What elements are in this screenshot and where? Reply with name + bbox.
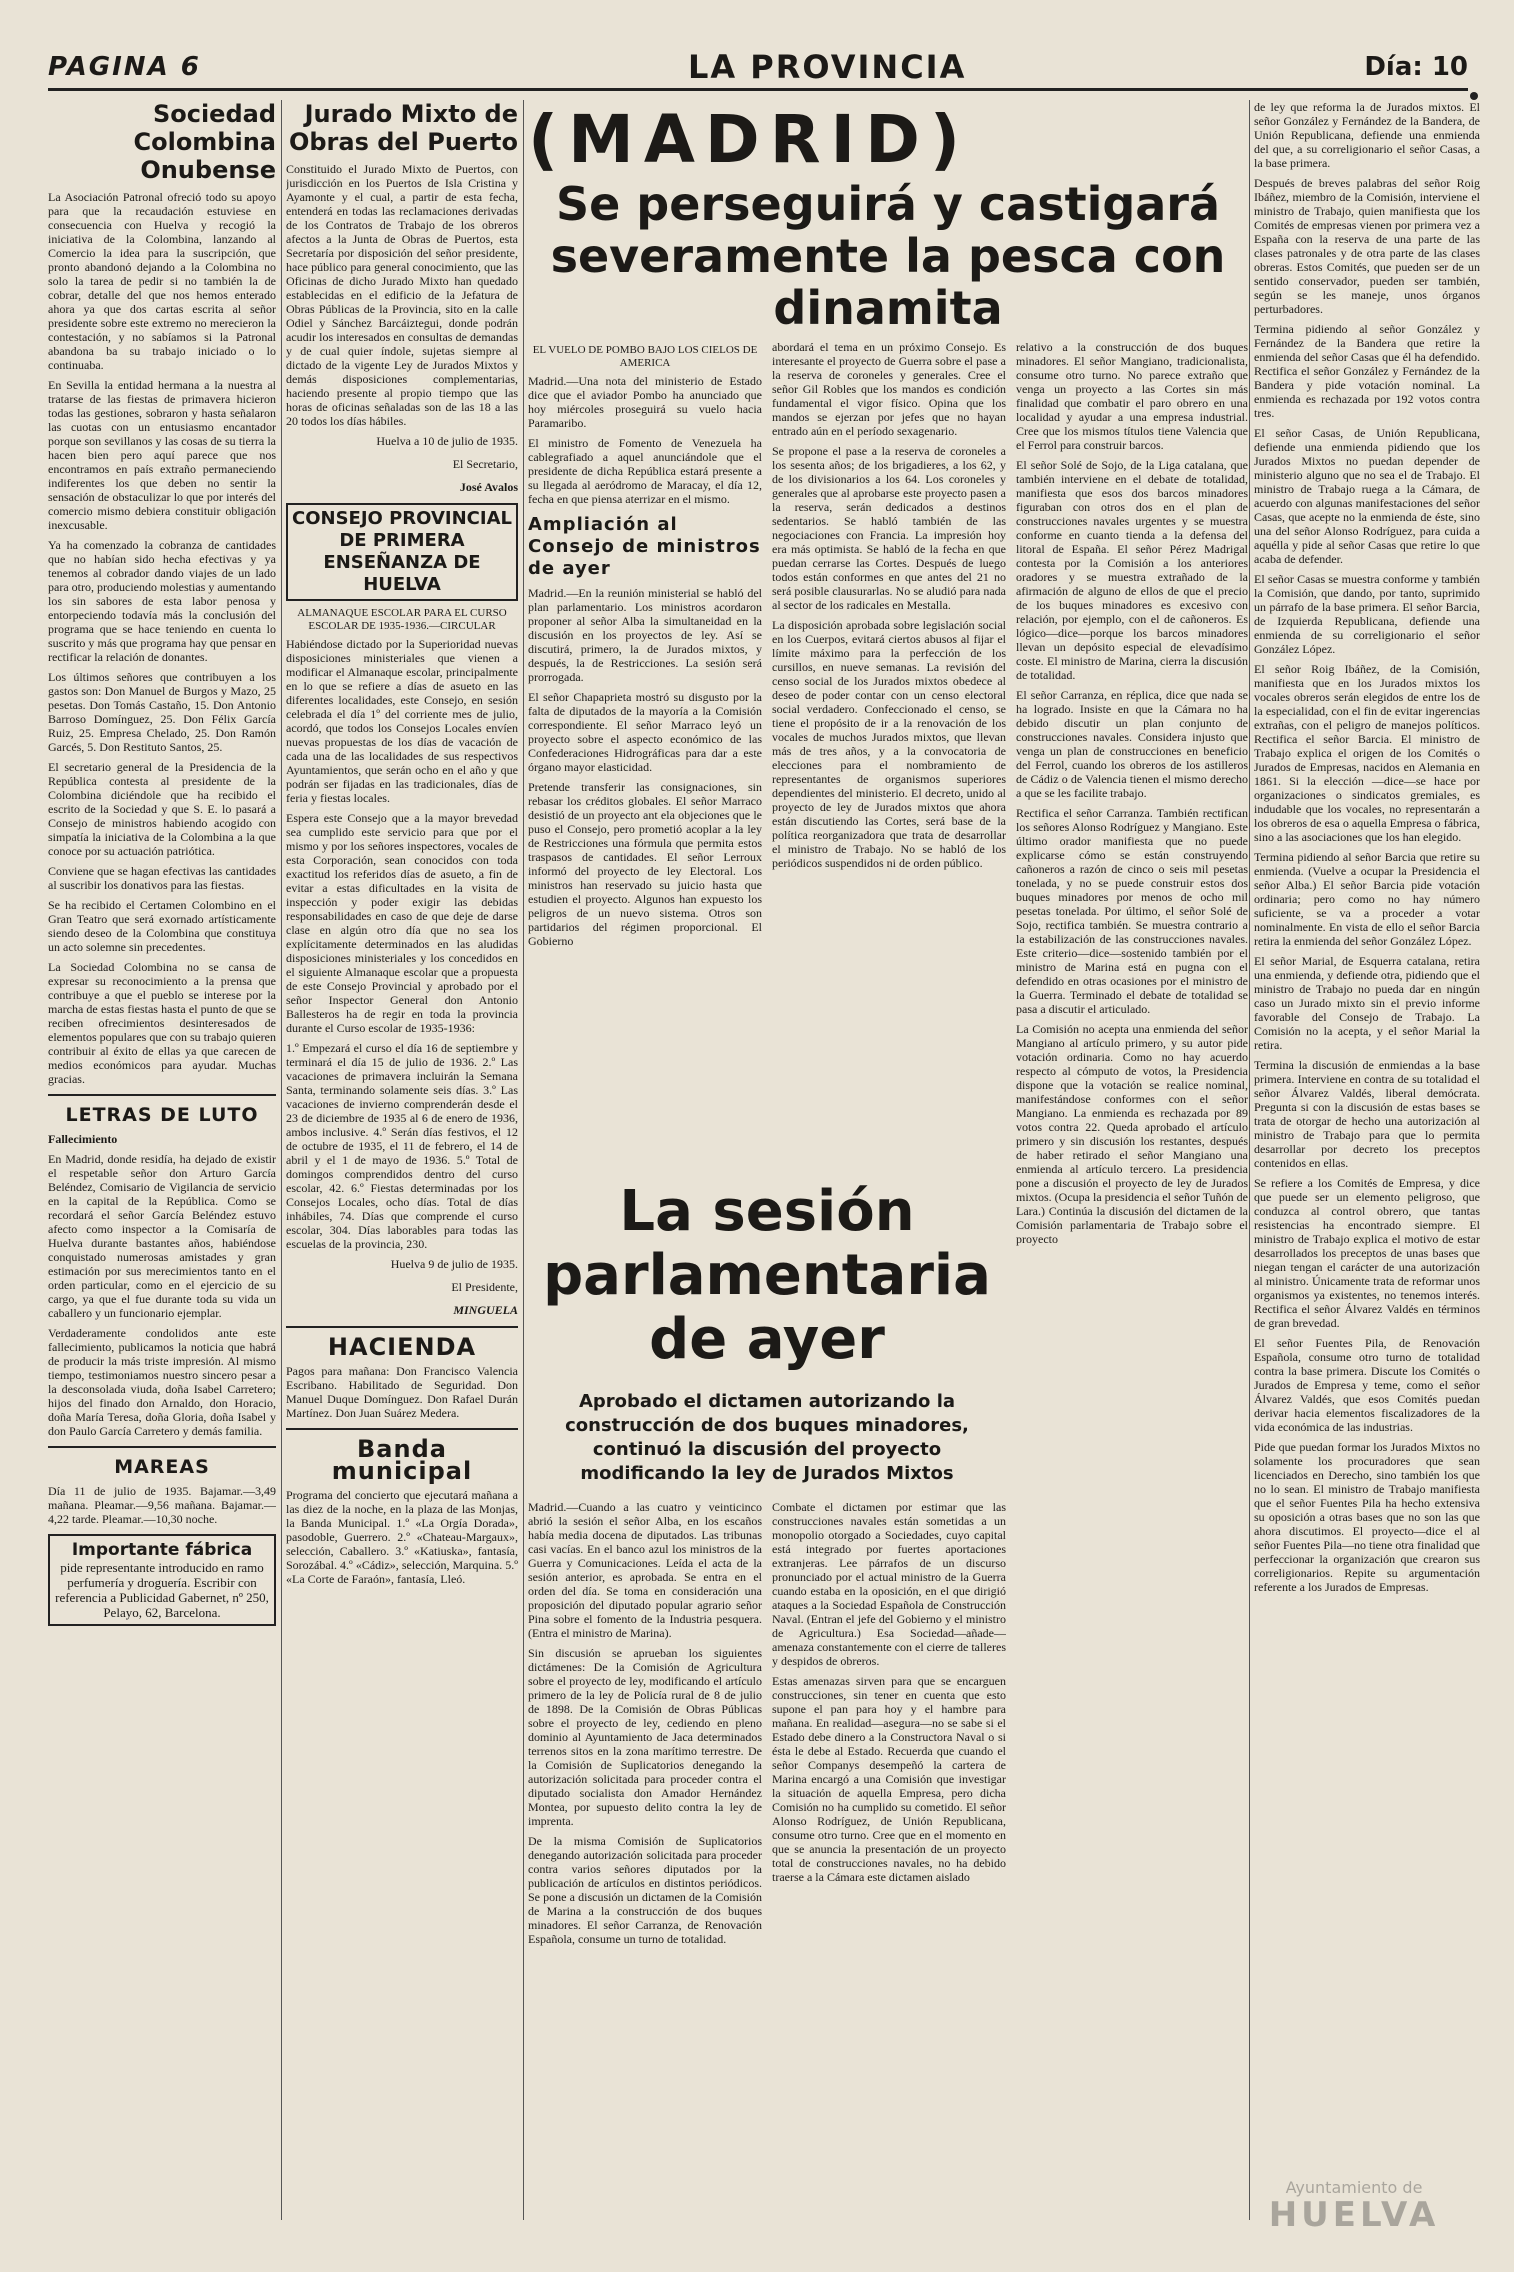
column-rule [523, 100, 524, 2220]
article-paragraph: Ya ha comenzado la cobranza de cantidades que no habían sido hecha efectivas y ya tenemos al cobrador dando viajes de un lado para otro, produciendo molestias y aumentando los sin sabores de esta labor penosa y entorpeciendo todavía más la conclusión del programa que se hace teniendo en cuenta lo suscrito y más que programa hay que pensar en rectificar la relación de donantes. [48, 538, 276, 664]
column-2 [286, 100, 518, 2220]
main-headline-dinamita: Se perseguirá y castigará severamente la pesca con dinamita [550, 177, 1226, 335]
signature-name: MINGUELA [453, 1303, 518, 1317]
article-headline-colombina: Sociedad Colombina Onubense [133, 100, 276, 184]
section-heading-luto: LETRAS DE LUTO [65, 1104, 259, 1126]
article-paragraph: En Sevilla la entidad hermana a la nuestra al tratarse de las fiestas de primavera hicieron todas las gestiones, sobraron y hasta señalaron las cuotas con un entusiasmo encantador porque son sevillanos y las cosas de su tierra la hacen bien pero aquí parece que nos encontramos en país extraño permaneciendo indiferentes los que deben no sentir la sensación de obstaculizar lo que por interés del comercio mismo debiera constituir obligación inexcusable. [48, 378, 276, 532]
article-paragraph: Se refiere a los Comités de Empresa, y dice que puede ser un elemento peligroso, que conduzca al control obrero, que tantas resistencias ha encontrado siempre. El ministro de Trabajo explica el motivo de estar desarrollados los preceptos de unas bases que niegan tengan el carácter de una autorización al ministro. Únicamente trata de reformar unos organismos ya existentes, no tenemos interés. Rectifica el señor Álvarez Valdés en términos de gran brevedad. [1254, 1176, 1480, 1330]
article-paragraph: Conviene que se hagan efectivas las cantidades al suscribir los donativos para las fiestas. [48, 864, 276, 892]
article-paragraph: El señor Chapaprieta mostró su disgusto por la falta de diputados de la mayoría a la Comisión correspondiente. El señor Marraco leyó un proyecto sobre el aspecto económico de las Confederaciones Hidrográficas para dar a este órgano mayor elasticidad. [528, 690, 762, 774]
classified-ad [48, 1534, 276, 1626]
section-heading-ampliacion: Ampliación al Consejo de ministros de ayer [528, 514, 761, 579]
article-paragraph: Los últimos señores que contribuyen a los gastos son: Don Manuel de Burgos y Mazo, 25 pesetas. Don Tomás Castaño, 15. Don Antonio Barroso Domínguez, 25. Don Félix García Ruiz, 25. Empresa Chelado, 25. Don Ramón Garcés, 5. Don Restituto Santos, 25. [48, 670, 276, 754]
article-paragraph: El señor Solé de Sojo, de la Liga catalana, que también interviene en el debate de totalidad, manifiesta que esos dos barcos minadores figuraban con otros dos en el plan de construcciones navales urgentes y se muestra conforme en cuanto tienda a la defensa del litoral de España. El señor Pérez Madrigal contesta por la Comisión a los anteriores oradores y se muestra extrañado de la afirmación de alguno de ellos de que el precio de los buques minadores es excesivo con relación, por ejemplo, con el de cañoneros. Es lógico—dice—porque los barcos minadores llevan un depósito especial de elevadísimo coste. El ministro de Marina, cierra la discusión de totalidad. [1016, 458, 1248, 682]
section-subheading: EL VUELO DE POMBO BAJO LOS CIELOS DE AMERICA [532, 344, 758, 369]
article-paragraph: abordará el tema en un próximo Consejo. Es interesante el proyecto de Guerra sobre el pase a la reserva de coroneles y generales. Cree el señor Gil Robles que los mandos es condición fundamental el vigor físico. Opina que los mandos se ejerzan por jefes que no hayan entrado aún en el período sexagenario. [772, 340, 1006, 438]
article-paragraph: Se propone el pase a la reserva de coroneles a los sesenta años; de los brigadieres, a los 62, y de los divisionarios a los 64. Los coroneles y generales que al aprobarse este proyecto pasen a la reserva, serán dedicados a destinos sedentarios. Se habló también de las negociaciones con Francia. La impresión hoy era más optimista. Se habló de la fecha en que puedan cerrarse las Cortes. Después de luego todos están conformes en que antes del 21 no será posible clausurarlas. No se aludió para nada al sector de los radicales en Mestalla. [772, 444, 1006, 612]
article-paragraph: La Comisión no acepta una enmienda del señor Mangiano al artículo primero, y su autor pide votación ordinaria. Como no hay acuerdo respecto al cómputo de votos, la Presidencia dispone que la votación se realice nominal, manifestándose conformes con el señor Mangiano. La enmienda es rechazada por 89 votos contra 22. Queda aprobado el artículo primero y sin discusión los restantes, después de haber retirado el señor Mangiano una enmienda al artículo tercero. La presidencia pone a discusión el proyecto de ley de Jurados mixtos. (Ocupa la presidencia el señor Tuñón de Lara.) Continúa la discusión del dictamen de la Comisión parlamentaria de Trabajo sobre el proyecto [1016, 1022, 1248, 1246]
masthead [48, 48, 1468, 91]
article-paragraph: Madrid.—En la reunión ministerial se habló del plan parlamentario. Los ministros acordaron proponer al señor Alba la simultaneidad en la discusión en los proyectos de ley. Así se discutirá, primero, la de Jurados mixtos, y después, la de Restricciones. La sesión será prorrogada. [528, 586, 762, 684]
article-paragraph: Estas amenazas sirven para que se encarguen construcciones, sin tener en cuenta que esto supone el pan para hoy y el hambre para mañana. En realidad—asegura—no se sabe si el Estado debe dinero a la Constructora Naval o si ésta le debe al Estado. Recuerda que cuando el señor Companys desempeñó la cartera de Marina encargó a una Comisión que investigar la situación de aquella Empresa, pero dicha Comisión no ha cumplido su cometido. El señor Alonso Rodríguez, de Unión Republicana, consume otro turno. Cree que en el momento en que se anuncia la presentación de un proyecto total de construcciones navales, no ha debido traerse a la Cámara este dictamen aislado [772, 1674, 1006, 1884]
article-paragraph: El señor Marial, de Esquerra catalana, retira una enmienda, y defiende otra, pidiendo que el ministro de Trabajo no pueda dar en ningún caso un Jurado mixto sin el previo informe favorable del Consejo de Trabajo. La Comisión no la acepta, y el señor Marial la retira. [1254, 954, 1480, 1052]
article-paragraph: La Sociedad Colombina no se cansa de expresar su reconocimiento a la prensa que contribuye a que el pueblo se interese por la marcha de estas fiestas hasta el punto de que se reciben ofrecimientos desinteresados de elementos populares que con su trabajo quieren contribuir al éxito de ellas ya que carecen de medios económicos para ayudar. Muchas gracias. [48, 960, 276, 1086]
article-paragraph: El señor Fuentes Pila, de Renovación Española, consume otro turno de totalidad contra la base primera. Discute los Comités o Jurados de Empresa y teme, como el señor Álvarez Valdés, que esos Comités puedan derivar hacia elementos fiscalizadores de la vida económica de las industrias. [1254, 1336, 1480, 1434]
signature-date: Huelva 9 de julio de 1935. [390, 1257, 518, 1271]
article-paragraph: En Madrid, donde residía, ha dejado de existir el respetable señor don Arturo García Beléndez, Comisario de Vigilancia de servicio en la capital de la República. Como se recordará el señor García Beléndez estuvo afecto como inspector a la Comisaría de Huelva durante bastantes años, habiéndose conquistado numerosas amistades y gran estimación por sus merecimientos tanto en el orden particular, como en el ejercicio de su cargo, ya que el fue durante toda su vida un caballero y un funcionario ejemplar. [48, 1152, 276, 1320]
article-paragraph: Pretende transferir las consignaciones, sin rebasar los créditos globales. El señor Marraco desistió de un proyecto ant ela objeciones que le puso el Consejo, pero prometió acoplar a la ley de Restricciones una fórmula que permita estos traspasos de cantidades. El señor Lerroux informó del proyecto de ley Electoral. Los ministros han reservado su juicio hasta que estudien el proyecto. Algunos han expuesto los peligros de un nuevo sistema. Otros son partidarios del régimen proporcional. El Gobierno [528, 780, 762, 948]
article-paragraph: Pide que puedan formar los Jurados Mixtos no solamente los procuradores que sean licenciados en Derecho, sino también los que no lo sean. El ministro de Trabajo manifiesta que el señor Fuentes Pila ha hecho extensiva su oposición a otras bases que no son las que ahora discutimos. El proyecto—dice el al señor Fuentes Pila—no tiene otra finalidad que perfeccionar la organización que crearon sus correligionarios. Repite su argumentación referente a los Jurados de Empresas. [1254, 1440, 1480, 1594]
article-paragraph: Habiéndose dictado por la Superioridad nuevas disposiciones ministeriales que vienen a modificar el Almanaque escolar, principalmente en lo que se refiere a días de asueto en las diferentes localidades, este Consejo, en sesión celebrada el día 1º del corriente mes de julio, acordó, que todos los Consejos Locales envíen nuevas propuestas de los días de vacación de cada una de las localidades de sus respectivos Ayuntamientos, que serán ocho en el año y que podrán ser fijadas en las tradicionales, días de feria y fiestas locales. [286, 637, 518, 805]
signature-role: El Presidente, [451, 1280, 518, 1294]
section-divider [286, 1428, 518, 1430]
article-paragraph: Termina la discusión de enmiendas a la base primera. Interviene en contra de su totalidad el señor Álvarez Valdés, liberal demócrata. Pregunta si con la discusión de estas bases se trata de otorgar de hecho una autorización al ministro de Trabajo para que lo permita desarrollar por decreto los preceptos contenidos en ellas. [1254, 1058, 1480, 1170]
main-headline-sesion: La sesión parlamentaria de ayer [543, 1179, 991, 1372]
column-5 [1254, 100, 1480, 2220]
article-paragraph: Termina pidiendo al señor González y Fernández de la Bandera que retire la enmienda del señor Casas que él ha defendido. Rectifica el señor González y Fernández de la Bandera y pide votación nominal. La enmienda es rechazada por 192 votos contra tres. [1254, 322, 1480, 420]
article-paragraph: Madrid.—Cuando a las cuatro y veinticinco abrió la sesión el señor Alba, en los escaños había media docena de diputados. Las tribunas casi vacías. En el banco azul los ministros de la Guerra y Comunicaciones. Leída el acta de la sesión anterior, es aprobada. Se entra en el orden del día. Se toma en consideración una proposición del diputado popular agrario señor Pina sobre el fomento de la Industria pesquera. (Entra el ministro de Marina). [528, 1500, 762, 1640]
tide-times: Día 11 de julio de 1935. Bajamar.—3,49 mañana. Pleamar.—9,56 mañana. Bajamar.—4,22 tarde. Pleamar.—10,30 noche. [48, 1484, 276, 1526]
article-paragraph: Madrid.—Una nota del ministerio de Estado dice que el aviador Pombo ha anunciado que hoy miércoles proseguirá su vuelo hacia Paramaribo. [528, 374, 762, 430]
section-heading-consejo: CONSEJO PROVINCIAL DE PRIMERA ENSEÑANZA DE HUELVA [286, 503, 518, 601]
article-paragraph: Verdaderamente condolidos ante este fallecimiento, publicamos la noticia que habrá de producir la más triste impresión. Al mismo tiempo, testimoniamos nuestro sincero pesar a la desconsolada viuda, doña Isabel Carretero; hijos del finado don Arnaldo, don Horacio, doña María Teresa, doña Gloria, doña Isabel y don Paulo García Carretero y demás familia. [48, 1326, 276, 1438]
section-divider [48, 1094, 276, 1096]
issue-day: Día: 10 [1364, 52, 1468, 82]
column-1 [48, 100, 276, 2220]
section-label-madrid: (MADRID) [528, 101, 971, 178]
section-divider [286, 1326, 518, 1328]
article-headline-jurado: Jurado Mixto de Obras del Puerto [288, 100, 518, 156]
sesion-column-a [528, 1500, 762, 2220]
article-paragraph: de ley que reforma la de Jurados mixtos. El señor González y Fernández de la Bandera, de Unión Republicana, defiende una enmienda del que, a su correligionario el señor Casas, a la base primera. [1254, 100, 1480, 170]
article-paragraph: Pagos para mañana: Don Francisco Valencia Escribano. Habilitado de Seguridad. Don Manuel Duque Domínguez. Don Rafael Durán Martínez. Don Juan Suárez Medera. [286, 1364, 518, 1420]
article-paragraph: Se ha recibido el Certamen Colombino en el Gran Teatro que será exornado artísticamente siendo deseo de la Colombina que constituya un acto solemne sin precedentes. [48, 898, 276, 954]
signature-name: José Avalos [459, 480, 518, 494]
bullet-dot [1470, 92, 1478, 100]
section-subheading: Fallecimiento [48, 1132, 118, 1146]
article-paragraph: El señor Carranza, en réplica, dice que nada se ha logrado. Insiste en que la Cámara no ha debido discutir un plan conjunto de construcciones navales. Considera injusto que venga un plan de construcciones en beneficio del Ferrol, cuando los obreros de los astilleros de Cádiz o de Valencia tienen el mismo derecho a que se les facilite trabajo. [1016, 688, 1248, 800]
column-4 [1016, 340, 1248, 2220]
page-number: PAGINA 6 [48, 52, 201, 82]
article-paragraph: De la misma Comisión de Suplicatorios denegando autorización solicitada para proceder contra varios señores diputados por la publicación de artículos en distintos periódicos. Se pone a discusión un dictamen de la Comisión de Marina a la construcción de dos buques minadores. El señor Carranza, de Renovación Española, consume un turno de totalidad. [528, 1834, 762, 1946]
article-paragraph: Rectifica el señor Carranza. También rectifican los señores Alonso Rodríguez y Mangiano. Este último orador manifiesta que no puede explicarse cómo se están construyendo cañoneros a razón de cinco o seis mil pesetas tonelada, y no se puede construir estos dos buques minadores por menos de ocho mil pesetas tonelada. Por último, el señor Solé de Sojo, rectifica también. Se muestra contrario a la estabilización de las construcciones navales. Este criterio—dice—sostenido también por el ministro de Marina está en pugna con el defendido en otras ocasiones por el ministro de la Guerra. Terminado el debate de totalidad se pasa a discutir el articulado. [1016, 806, 1248, 1016]
article-paragraph: El señor Roig Ibáñez, de la Comisión, manifiesta que en los Jurados mixtos los vocales obreros serán elegidos de entre los de la especialidad, con el fin de evitar ingerencias extrañas, con el peligro de manejos políticos. Rectifica el señor Barcia. El ministro de Trabajo explica el origen de los Comités o Jurados de Empresas, nacidos en Alemania en 1861. Si la elección —dice—se hace por organizaciones o sindicatos gremiales, es indudable que los vocales, no representarán a los obreros de esa o aquella Empresa o fábrica, sino a las asociaciones que los han elegido. [1254, 662, 1480, 844]
article-paragraph: relativo a la construcción de dos buques minadores. El señor Mangiano, tradicionalista, consume otro turno. No parece extraño que venga un proyecto a las Cortes sin más finalidad que combatir el paro obrero en una localidad y ayudar a una empresa industrial. Cree que los mismos títulos tiene Valencia que el Ferrol para construir barcos. [1016, 340, 1248, 452]
article-paragraph: El ministro de Fomento de Venezuela ha cablegrafiado a aquel anunciándole que el presidente de dicha República estará presente a su llegada al aeródromo de Maracay, el día 12, fecha en que piensa aterrizar en el mismo. [528, 436, 762, 506]
watermark-line: HUELVA [1268, 2195, 1440, 2235]
column-rule [1249, 100, 1250, 2220]
article-paragraph: Combate el dictamen por estimar que las construcciones navales están sometidas a un monopolio otorgado a Sociedades, cuyo capital está integrado por fuertes aportaciones extranjeras. Lee párrafos de un discurso pronunciado por el actual ministro de la Guerra cuando estaba en la oposición, en el que dirigió ataques a la Sociedad Española de Construcción Naval. (Entran el jefe del Gobierno y el ministro de Agricultura.) Esa Sociedad—añade—amenaza constantemente con el cierre de talleres y despidos de obreros. [772, 1500, 1006, 1668]
section-heading-banda: Banda municipal [331, 1435, 473, 1485]
column-rule [281, 100, 282, 2220]
watermark-line: Ayuntamiento de [1285, 2178, 1423, 2197]
archive-watermark [1234, 2178, 1474, 2238]
article-paragraph: El señor Casas, de Unión Republicana, defiende una enmienda pidiendo que los Jurados Mixtos no puedan depender de ministerio alguno que no sea el de Trabajo. El ministro de Trabajo ruega a la Cámara, de acuerdo con algunas manifestaciones del señor Casas, que acepte no la enmienda de éste, sino una del señor Alonso Rodríguez, para cuida a aquélla y pide al señor Casas que retire lo que acaba de defender. [1254, 426, 1480, 566]
madrid-column-b [772, 340, 1006, 1160]
ad-title: Importante fábrica [71, 1540, 253, 1560]
article-paragraph: Sin discusión se aprueban los siguientes dictámenes: De la Comisión de Agricultura sobre el proyecto de ley, modificando el artículo primero de la ley de Policía rural de 8 de julio de 1898. De la Comisión de Obras Públicas sobre el proyecto de ley, cediendo en pleno dominio al Ayuntamiento de Jaca determinados terrenos sitos en la zona marítimo terrestre. De la Comisión de Suplicatorios denegando la autorización solicitada para proceder contra el diputado socialista don Amador Hernández Montea, por supuesto delito contra la ley de imprenta. [528, 1646, 762, 1828]
article-paragraph: Constituido el Jurado Mixto de Puertos, con jurisdicción en los Puertos de Isla Cristina y Ayamonte y el cual, a partir de esta fecha, entenderá en todas las reclamaciones derivadas de los Contratos de Trabajo de los obreros afectos a la Junta de Obras de Puertos, esta Secretaría por disposición del señor presidente, hace público para general conocimiento, que las Oficinas de dicho Jurado Mixto han quedado establecidas en el edificio de la Jefatura de Obras Públicas de la Provincia, sito en la calle Odiel y Sánchez Barcáiztegui, donde podrán acudir los interesados en consultas de demandas y de cual quier índole, sujetas siempre al dictado de la vigente Ley de Jurados Mixtos y demás disposiciones complementarias, haciendo presente al propio tiempo que las horas de oficinas señaladas son de las 18 a las 20 todos los días hábiles. [286, 162, 518, 428]
section-heading-hacienda: HACIENDA [327, 1333, 477, 1361]
section-divider [48, 1446, 276, 1448]
article-paragraph: La Asociación Patronal ofreció todo su apoyo para que la recaudación estuviese en consecuencia con Huelva y recogió la iniciativa de la Colombina, lanzando al Comercio la idea para la suscripción, que pronto abandonó dejando a la Colombina no solo la tarea de pedir si no también la de cobrar, detalle del que nos hemos enterado ahora ya que dos cartas escrita al señor presidente sobre este extremo no merecieron la contestación, y no sabíamos si la Patronal abandona ba su trabajo iniciado o lo continuaba. [48, 190, 276, 372]
article-paragraph: Termina pidiendo al señor Barcia que retire su enmienda. (Vuelve a ocupar la Presidencia el señor Alba.) El señor Barcia pide votación ordinaria; pero como no hay número suficiente, se va a proceder a votar nominalmente. En vista de ello el señor Barcia retira la enmienda del señor González López. [1254, 850, 1480, 948]
article-paragraph: Espera este Consejo que a la mayor brevedad sea cumplido este servicio para que por el mismo y por los señores inspectores, vocales de esta Corporación, sean conocidos con toda exactitud los referidos días de asueto, a fin de evitar a estas dificultades en la visita de inspección y poder exigir las debidas responsabilidades en caso de que deje de darse clase en algún otro día que no sea los explícitamente determinados en las aludidas disposiciones ministeriales y los concedidos en el siguiente Almanaque escolar que a propuesta de este Consejo Provincial y aprobado por el señor Inspector General don Antonio Ballesteros ha de regir en toda la provincia durante el Curso escolar de 1935-1936: [286, 811, 518, 1035]
article-paragraph: La disposición aprobada sobre legislación social en los Cuerpos, evitará ciertos abusos al fijar el límite máximo para la perfección de los cursillos, en nueve semanas. La revisión del censo social de los Jurados mixtos obedece al deseo de poder contar con un censo electoral social verdadero. Confeccionado el censo, se tiene el propósito de ir a la renovación de los vocales de muchos Jurados mixtos, que llevan más de tres años, y a la convocatoria de elecciones para el nombramiento de representantes de organismos superiores dependientes del ministerio. El decreto, unido al proyecto de ley de Jurados mixtos que ahora están discutiendo las Cortes, será base de la política reorganizadora que trata de desarrollar el ministro de Trabajo. No se habló de los periódicos suspendidos ni de orden público. [772, 618, 1006, 870]
article-paragraph: El secretario general de la Presidencia de la República contesta al presidente de la Colombina diciéndole que ha recibido el escrito de la Sociedad y que S. E. lo pasará a Consejo de ministros habiendo acogido con simpatía la iniciativa de la Colombina a la que conoce por su actuación patriótica. [48, 760, 276, 858]
signature-role: El Secretario, [452, 457, 518, 471]
article-paragraph: El señor Casas se muestra conforme y también la Comisión, que dando, por tanto, suprimido un párrafo de la base primera. El señor Barcia, de Izquierda Republicana, defiende una enmienda de su correligionario el señor González López. [1254, 572, 1480, 656]
headline-deck: Aprobado el dictamen autorizando la construcción de dos buques minadores, continuó la discusión del proyecto modificando la ley de Jurados Mixtos [565, 1391, 969, 1484]
section-heading-mareas: MAREAS [114, 1456, 210, 1478]
madrid-column-a [528, 340, 762, 1160]
article-paragraph: Programa del concierto que ejecutará mañana a las diez de la noche, en la plaza de las Monjas, la Banda Municipal. 1.º «La Orgía Dorada», pasodoble, Guerrero. 2.º «Chateau-Margaux», selección, Caballero. 3.º «Katiuska», fantasía, Sorozábal. 4.º «Cádiz», selección, Marquina. 5.º «La Corte de Faraón», fantasía, Lleó. [286, 1488, 518, 1586]
sesion-column-b [772, 1500, 1006, 2220]
ad-body: pide representante introducido en ramo perfumería y droguería. Escribir con referencia a Publicidad Gabernet, nº 250, Pelayo, 62, Barcelona. [55, 1560, 269, 1620]
signature-date: Huelva a 10 de julio de 1935. [376, 434, 518, 448]
newspaper-title: LA PROVINCIA [688, 48, 967, 86]
section-subheading: ALMANAQUE ESCOLAR PARA EL CURSO ESCOLAR DE 1935-1936.—CIRCULAR [297, 607, 507, 632]
article-paragraph: Después de breves palabras del señor Roig Ibáñez, miembro de la Comisión, interviene el ministro de Trabajo, quien manifiesta que los Comités de empresas vienen por primera vez a España con la reserva de una parte de las clases patronales y de otra parte de las clases obreras. Estos Comités, que pueden ser de un sentido conservador, pueden ser también, según se les maneje, unos órganos perturbadores. [1254, 176, 1480, 316]
article-paragraph: 1.º Empezará el curso el día 16 de septiembre y terminará el día 15 de julio de 1936. 2.º Las vacaciones de primavera incluirán la Semana Santa, terminando solamente seis días. 3.º Las vacaciones de invierno comprenderán desde el 23 de diciembre de 1935 al 6 de enero de 1936, ambos inclusive. 4.º Serán días festivos, el 12 de octubre de 1935, el 11 de febrero, el 14 de abril y el 1 de mayo de 1936. 5.º Total de domingos comprendidos dentro del curso escolar, 42. 6.º Fiestas determinadas por los Consejos Locales, ocho días. Total de días inhábiles, 74. Días que comprende el curso escolar, 304. Días laborables para todas las escuelas de la provincia, 230. [286, 1041, 518, 1251]
